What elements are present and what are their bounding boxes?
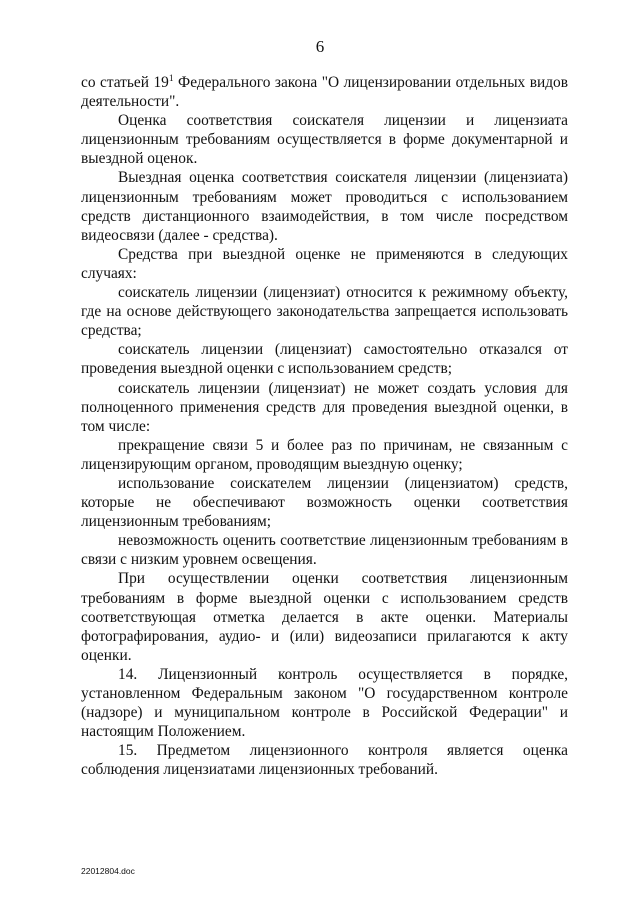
list-item-1: соискатель лицензии (лицензиат) относится к режимному объекту, где на основе действующего законодательства запрещается использовать средства; — [81, 284, 568, 340]
paragraph-5: При осуществлении оценки соответствия лицензионным требованиям в форме выездной оценки с использованием средств соответствующая отметка делается в акте оценки. Материалы фотографирования, аудио- и (или) видеозаписи прилагаются к акту оценки. — [81, 570, 568, 664]
document-body — [81, 73, 568, 779]
paragraph-14: 14. Лицензионный контроль осуществляется в порядке, установленном Федеральным законом "О государственном контроле (надзоре) и муниципальном контроле в Российской Федерации" и настоящим Положением. — [81, 665, 568, 741]
paragraph-2: Оценка соответствия соискателя лицензии и лицензиата лицензионным требованиям осуществляется в форме документарной и выездной оценок. — [81, 112, 568, 168]
file-name-footer: 22012804.doc — [81, 866, 135, 876]
list-item-5: использование соискателем лицензии (лицензиатом) средств, которые не обеспечивают возможность оценки соответствия лицензионным требованиям; — [81, 474, 568, 531]
list-item-4: прекращение связи 5 и более раз по причинам, не связанным с лицензирующим органом, проводящим выездную оценку; — [81, 436, 568, 473]
list-item-6: невозможность оценить соответствие лицензионным требованиям в связи с низким уровнем освещения. — [81, 532, 568, 569]
page-number: 6 — [315, 37, 325, 56]
paragraph-15: 15. Предметом лицензионного контроля является оценка соблюдения лицензиатами лицензионных требований. — [81, 742, 568, 779]
paragraph-1 — [81, 73, 568, 111]
list-item-3: соискатель лицензии (лицензиат) не может создать условия для полноценного применения средств для проведения выездной оценки, в том числе: — [81, 379, 568, 435]
paragraph-3: Выездная оценка соответствия соискателя лицензии (лицензиата) лицензионным требованиям может проводиться с использованием средств дистанционного взаимодействия, в том числе посредством видеосвязи (далее - средства). — [81, 169, 568, 244]
paragraph-1-text-cont: Федерального закона "О лицензировании отдельных видов деятельности". — [81, 74, 568, 111]
list-item-2: соискатель лицензии (лицензиат) самостоятельно отказался от проведения выездной оценки с использованием средств; — [81, 341, 568, 378]
superscript: 1 — [168, 74, 174, 84]
paragraph-4: Средства при выездной оценке не применяются в следующих случаях: — [81, 245, 568, 282]
paragraph-1-text: со статьей 19 — [81, 74, 169, 91]
